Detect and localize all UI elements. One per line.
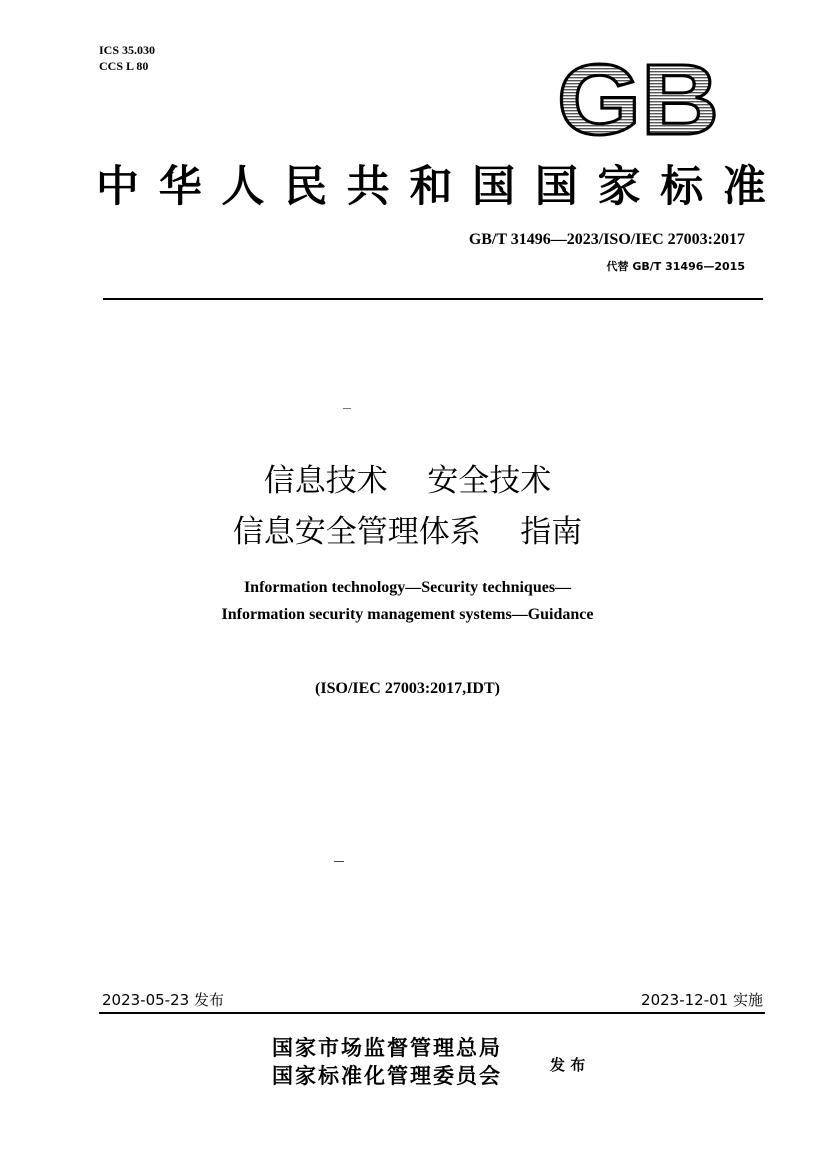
en-title-line-1: Information technology—Security techniques— <box>243 579 572 596</box>
issuer-line-1: 国家市场监督管理总局 <box>272 1035 502 1060</box>
title-char: 标 <box>660 162 704 212</box>
title-char: 民 <box>284 162 328 212</box>
issuer-line-2: 国家标准化管理委员会 <box>272 1063 502 1088</box>
publish-date: 2023-05-23 发布 <box>102 991 224 1009</box>
title-char: 人 <box>221 162 265 212</box>
issue-label: 发 布 <box>550 1056 586 1074</box>
cn-title-line-2: 信息安全管理体系 指南 <box>232 514 583 550</box>
title-char: 中 <box>96 162 139 212</box>
en-title-line-2: Information security management systems—Guidance <box>221 606 594 623</box>
title-char: 准 <box>722 162 766 212</box>
implement-date: 2023-12-01 实施 <box>641 991 763 1009</box>
title-char: 国 <box>472 162 516 212</box>
title-char: 国 <box>534 162 578 212</box>
top-divider <box>103 298 763 300</box>
standard-category-title <box>96 160 766 214</box>
title-char: 和 <box>409 162 453 212</box>
decorative-dash <box>334 861 344 862</box>
ccs-code: CCS L 80 <box>99 59 149 73</box>
title-char: 华 <box>158 162 202 212</box>
gb-logo-text: GB <box>557 56 719 142</box>
iso-reference: (ISO/IEC 27003:2017,IDT) <box>315 680 500 697</box>
title-char: 家 <box>597 162 641 212</box>
issuing-authorities <box>272 1034 502 1090</box>
standard-number: GB/T 31496—2023/ISO/IEC 27003:2017 <box>468 231 745 248</box>
title-char: 共 <box>346 162 390 212</box>
replaces-standard: 代替 GB/T 31496—2015 <box>606 260 745 273</box>
gb-logo <box>556 56 721 142</box>
classification-codes <box>99 42 155 74</box>
ics-code: ICS 35.030 <box>99 43 156 57</box>
decorative-dash <box>343 408 351 409</box>
cn-title-line-1: 信息技术 安全技术 <box>263 463 552 499</box>
bottom-divider <box>99 1012 765 1014</box>
